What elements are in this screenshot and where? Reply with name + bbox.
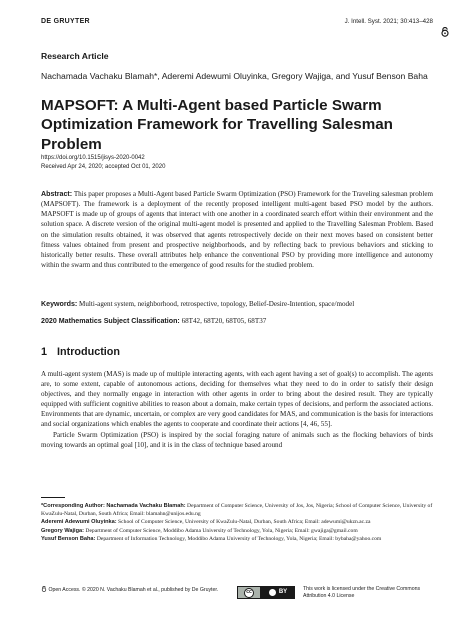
copyright-notice	[41, 586, 231, 594]
by-icon: BY	[261, 586, 295, 599]
license-text: This work is licensed under the Creative Commons Attribution 4.0 License	[303, 586, 421, 599]
open-access-icon	[440, 27, 450, 37]
section-heading	[41, 346, 120, 358]
author-list: Nachamada Vachaku Blamah*, Aderemi Adewumi Oluyinka, Gregory Wajiga, and Yusuf Benson Baha	[41, 71, 428, 81]
abstract	[41, 189, 433, 270]
cc-icon: cc	[237, 586, 261, 599]
section-number: 1	[41, 346, 48, 358]
journal-header	[41, 18, 433, 30]
footnote	[41, 502, 433, 518]
footnote-text: Department of Computer Science, Moddibo Adama University of Technology, Yola, Nigeria; Email: gwajiga@gmail.com	[85, 527, 358, 534]
section-body	[41, 369, 433, 450]
abstract-label: Abstract:	[41, 190, 73, 198]
publisher-name: DE GRUYTER	[41, 18, 90, 25]
article-type: Research Article	[41, 51, 109, 61]
author-footnotes	[41, 502, 433, 543]
keywords	[41, 299, 433, 309]
paragraph: A multi-agent system (MAS) is made up of multiple interacting agents, with each agent having a set of goal(s) to accomplish. The agents are, to some extent, capable of autonomous actions, deciding for themselves what they need to do in order to satisfy their design objectives, and they normally engage in interaction with other agents in order to bring about the desired result. They are typically equipped with sufficient cognitive abilities to reason about a domain, make certain types of decisions, and perform the associated actions. Environments that are dynamic, uncertain, or complex are very good candidates for MAS, and communication is the basis for interactions and social organizations which enables the agents to cooperate and coordinate their actions [4, 46, 55].	[41, 370, 433, 429]
copyright-text: Open Access. © 2020 N. Vachaku Blamah et al., published by De Gruyter.	[48, 587, 219, 593]
open-access-small-icon	[41, 586, 47, 592]
received-dates: Received Apr 24, 2020; accepted Oct 01, 2020	[41, 164, 166, 170]
footnote-divider	[41, 497, 65, 498]
doi-link[interactable]: https://doi.org/10.1515/jisys-2020-0042	[41, 155, 145, 161]
footnote-text: School of Computer Science, University of KwaZulu-Natal, Durban, South Africa; Email: adewumi@ukzn.ac.za	[118, 519, 371, 526]
footnote	[41, 518, 433, 526]
footnote-author: Gregory Wajiga:	[41, 527, 84, 534]
article-title: MAPSOFT: A Multi-Agent based Particle Swarm Optimization Framework for Travelling Salesman Problem	[41, 97, 393, 153]
paragraph: Particle Swarm Optimization (PSO) is inspired by the social foraging nature of animals such as the flocking behaviors of birds moving towards an optimal goal [10], and it is in the class of technique based around	[41, 430, 433, 449]
footnote-author: Yusuf Benson Baha:	[41, 535, 96, 542]
footnote-author: Aderemi Adewumi Oluyinka:	[41, 519, 117, 526]
footnote-author: *Corresponding Author: Nachamada Vachaku Blamah:	[41, 503, 186, 509]
keywords-label: Keywords:	[41, 300, 78, 308]
footnote-text: Department of Information Technology, Moddibo Adama University of Technology, Yola, Nigeria; Email: bybaha@yahoo.com	[96, 535, 382, 542]
footnote	[41, 527, 433, 535]
msc-text: 68T42, 68T20, 68T05, 68T37	[181, 317, 267, 325]
journal-reference: J. Intell. Syst. 2021; 30:413–428	[344, 18, 433, 25]
abstract-text: This paper proposes a Multi-Agent based Particle Swarm Optimization (PSO) Framework for the Traveling salesman problem (MAPSOFT). The framework is a deployment of the recently proposed intelligent multi-agent based PSO model by the authors. MAPSOFT is made up of groups of agents that interact with one another in a coordinated search effort within their environment and the solution space. A discrete version of the original multi-agent model is presented and applied to the Travelling Salesman Problem. Based on the simulation results obtained, it was observed that agents retrospectively decide on their next moves based on consistent better fitness values obtained from present and prospective neighborhoods, and by reflecting back to previous behaviors and sticking to historically better results. These overall attributes help enhance the conventional PSO by providing more intelligence and autonomy within the swarm and thus contributed to the emergence of good results for the studied problem.	[41, 190, 433, 270]
subject-classification	[41, 316, 433, 326]
msc-label: 2020 Mathematics Subject Classification:	[41, 317, 180, 325]
license-footer	[41, 586, 433, 606]
cc-by-license-badge[interactable]	[237, 586, 295, 599]
footnote-text: Department of Computer Science, University of Jos, Jos, Nigeria; School of Computer Science, University of KwaZulu-Natal, Durban, South Africa; Email: blamahn@unijos.edu.ng	[41, 503, 433, 518]
footnote	[41, 535, 433, 543]
section-title: Introduction	[57, 346, 120, 358]
keywords-text: Multi-agent system, neighborhood, retrospective, topology, Belief-Desire-Intention, space/model	[79, 300, 355, 308]
